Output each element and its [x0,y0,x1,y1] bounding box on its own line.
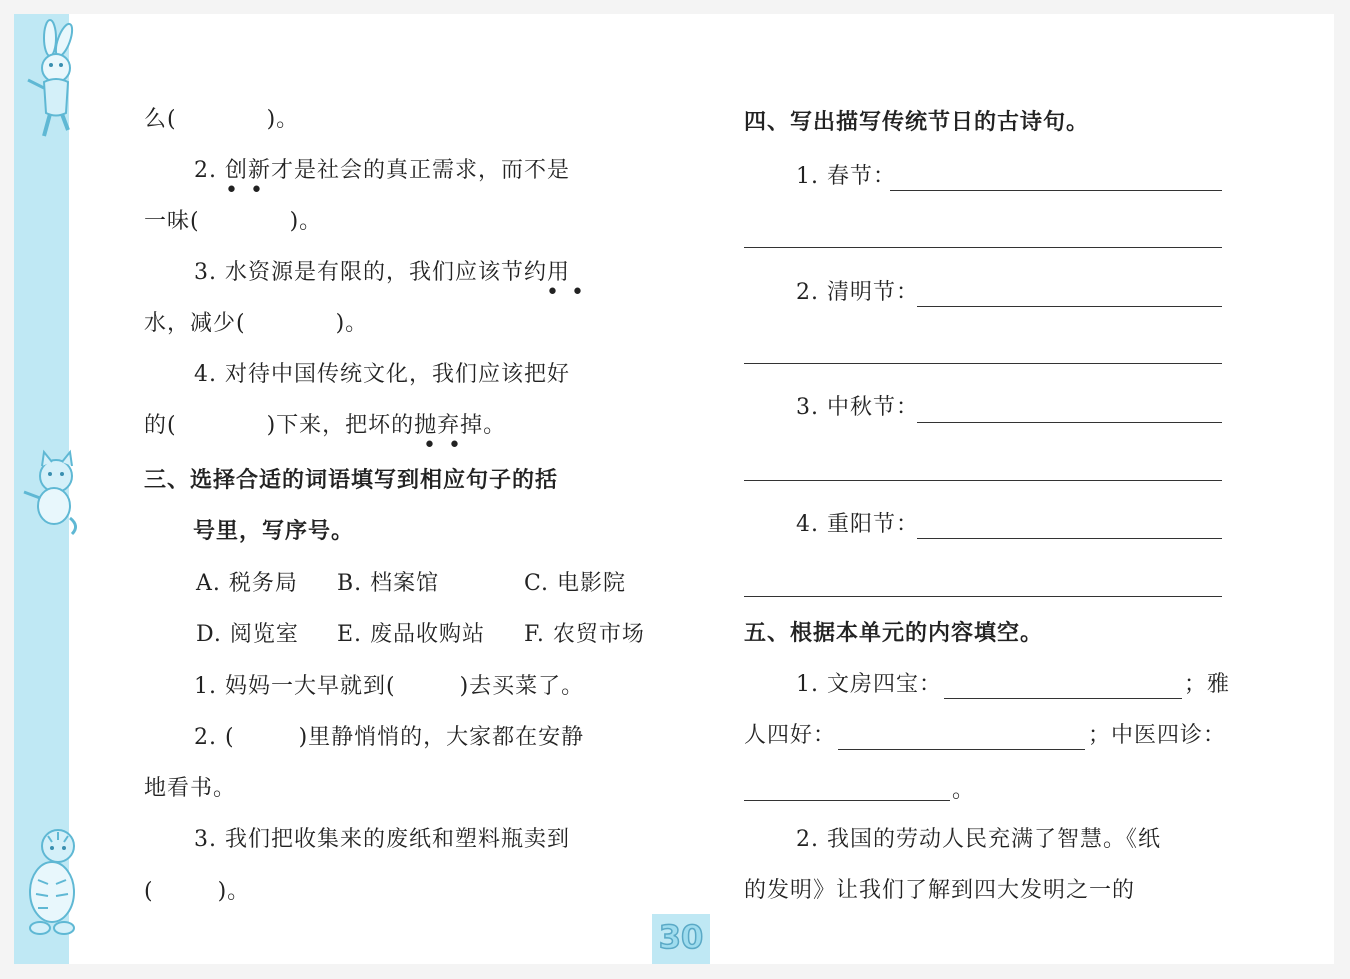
question-text-start: 1. 妈妈一大早就到( [194,674,396,699]
left-line-4: 3. 水资源是有限的，我们应该节约用 [194,260,570,285]
option-d: D. 阅览室 [196,622,299,647]
left-line-6: 4. 对待中国传统文化，我们应该把好 [194,362,570,387]
answer-line-spring[interactable] [890,190,1222,191]
section-5-q1-d: ；中医四诊： [1088,723,1227,748]
section-5-q2: 2. 我国的劳动人民充满了智慧。《纸 [796,827,1161,852]
option-c: C. 电影院 [524,571,627,596]
answer-line-qingming-2[interactable] [744,363,1222,364]
option-b: B. 档案馆 [337,571,440,596]
question-text-start: ( [144,879,154,904]
answer-blank[interactable] [200,211,290,237]
section-3-q1 [194,672,584,702]
rabbit-mascot-icon [14,18,84,143]
answer-line-four-diagnoses[interactable] [744,800,950,801]
section-5-q1-a: 1. 文房四宝： [796,672,942,697]
question-text-start: 2. ( [194,725,235,750]
left-line-3 [144,207,322,237]
festival-qingming: 2. 清明节： [796,280,919,305]
answer-line-chongyang-2[interactable] [744,596,1222,597]
answer-line-four-treasures[interactable] [944,698,1182,699]
answer-blank[interactable] [235,727,299,753]
emphasis-dots: •• [546,280,596,305]
tiger-mascot-icon [14,822,84,940]
line-text-start: 么( [144,107,177,132]
festival-spring: 1. 春节： [796,164,896,189]
left-line-1 [144,105,299,135]
option-e: E. 废品收购站 [337,622,486,647]
festival-chongyang: 4. 重阳节： [796,512,919,537]
answer-blank[interactable] [396,676,460,702]
answer-blank[interactable] [177,109,267,135]
page-number: 30 [658,918,704,956]
section-3-q2-cont: 地看书。 [144,776,237,801]
left-line-5 [144,309,368,339]
line-text-start: 水，减少( [144,311,246,336]
option-f: F. 农贸市场 [524,622,645,647]
answer-blank[interactable] [246,313,336,339]
festival-midautumn: 3. 中秋节： [796,395,919,420]
line-text-end: )。 [266,107,300,132]
question-text-end: )去买菜了。 [459,674,585,699]
answer-line-four-hobbies[interactable] [838,749,1085,750]
section-4-heading: 四、写出描写传统节日的古诗句。 [744,110,1090,135]
section-5-q2-cont: 的发明》让我们了解到四大发明之一的 [744,878,1136,903]
answer-line-chongyang[interactable] [917,538,1222,539]
answer-line-qingming[interactable] [917,306,1222,307]
line-text-end: )下来，把坏的抛弃掉。 [266,413,507,438]
section-5-q1-b: ；雅 [1184,672,1231,697]
option-a: A. 税务局 [196,571,298,596]
line-text-end: )。 [335,311,369,336]
emphasis-dots: •• [225,178,275,203]
question-text-end: )。 [217,879,251,904]
section-3-heading: 三、选择合适的词语填写到相应句子的括 [144,468,559,493]
emphasis-dots: •• [423,433,473,458]
cat-mascot-icon [14,448,84,538]
line-text-start: 一味( [144,209,200,234]
section-3-q2 [194,723,584,753]
section-3-q3: 3. 我们把收集来的废纸和塑料瓶卖到 [194,827,570,852]
section-3-q3-cont [144,877,250,907]
answer-blank[interactable] [154,881,218,907]
answer-blank[interactable] [177,415,267,441]
line-text-start: 的( [144,413,177,438]
section-5-heading: 五、根据本单元的内容填空。 [744,621,1044,646]
answer-line-midautumn[interactable] [917,422,1222,423]
left-line-2: 2. 创新才是社会的真正需求，而不是 [194,158,570,183]
answer-line-spring-2[interactable] [744,247,1222,248]
answer-line-midautumn-2[interactable] [744,480,1222,481]
section-3-heading-cont: 号里，写序号。 [193,519,355,544]
section-5-q1-c: 人四好： [744,723,837,748]
section-5-q1-end: 。 [952,778,976,803]
line-text-end: )。 [289,209,323,234]
question-text-end: )里静悄悄的，大家都在安静 [298,725,585,750]
